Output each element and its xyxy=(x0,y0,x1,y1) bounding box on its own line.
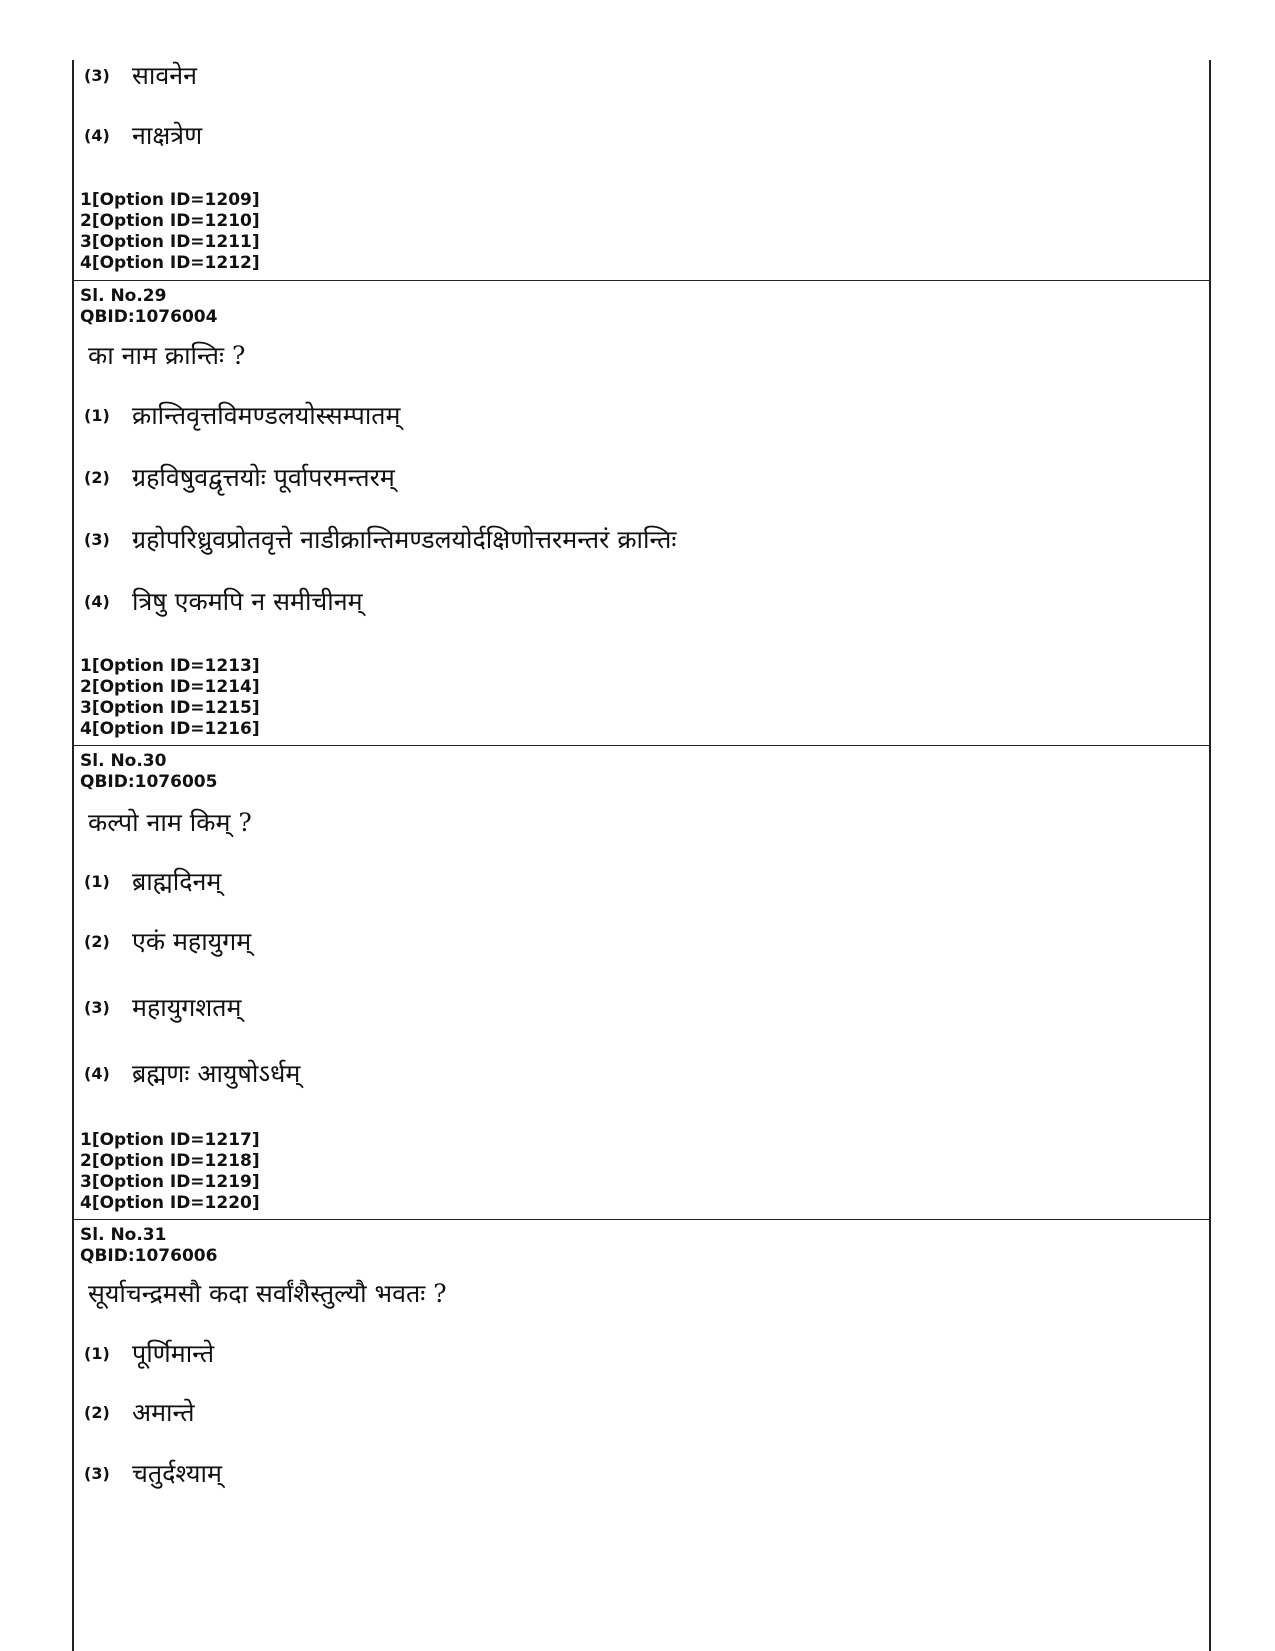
option-number: (2) xyxy=(84,931,110,951)
option-row xyxy=(84,864,221,898)
option-row xyxy=(84,118,202,152)
option-text: एकं महायुगम् xyxy=(132,927,252,956)
option-id: 2[Option ID=1214] xyxy=(80,677,260,697)
option-text: त्रिषु एकमपि न समीचीनम् xyxy=(132,587,363,616)
option-id: 4[Option ID=1220] xyxy=(80,1193,260,1213)
option-number: (3) xyxy=(84,65,110,85)
option-text: पूर्णिमान्ते xyxy=(132,1339,215,1368)
option-text: ग्रहोपरिध्रुवप्रोतवृत्ते नाडीक्रान्तिमण्डलयोर्दक्षिणोत्तरमन्तरं क्रान्तिः xyxy=(132,525,677,554)
option-id-list xyxy=(74,656,260,740)
option-number: (1) xyxy=(84,1343,110,1363)
option-id: 2[Option ID=1218] xyxy=(80,1151,260,1171)
serial-number: Sl. No.31 xyxy=(80,1225,167,1245)
option-id-list xyxy=(74,190,260,274)
option-row xyxy=(84,584,363,618)
serial-number: Sl. No.29 xyxy=(80,286,167,306)
option-number: (4) xyxy=(84,591,110,611)
qbid: QBID:1076004 xyxy=(80,307,218,327)
option-id: 1[Option ID=1213] xyxy=(80,656,260,676)
option-id: 3[Option ID=1215] xyxy=(80,698,260,718)
option-number: (1) xyxy=(84,405,110,425)
option-row xyxy=(84,924,251,958)
option-row xyxy=(84,522,676,556)
qbid: QBID:1076005 xyxy=(80,772,218,792)
option-text: महायुगशतम् xyxy=(132,993,242,1022)
option-row xyxy=(84,58,197,92)
option-id: 2[Option ID=1210] xyxy=(80,211,260,231)
option-text: ग्रहविषुवद्वृत्तयोः पूर्वापरमन्तरम् xyxy=(132,463,395,492)
option-text: क्रान्तिवृत्तविमण्डलयोस्सम्पातम् xyxy=(132,401,401,430)
question-header xyxy=(74,286,217,328)
question-header xyxy=(74,751,217,793)
option-id: 3[Option ID=1219] xyxy=(80,1172,260,1192)
option-text: ब्राह्मदिनम् xyxy=(132,867,222,896)
option-row xyxy=(84,1336,214,1370)
option-row xyxy=(84,1456,222,1490)
option-row xyxy=(84,990,241,1024)
question-text: कल्पो नाम किम् ? xyxy=(88,808,252,837)
option-number: (3) xyxy=(84,529,110,549)
option-row xyxy=(84,1056,300,1090)
serial-number: Sl. No.30 xyxy=(80,751,167,771)
question-divider xyxy=(74,280,1209,281)
question-text: का नाम क्रान्तिः ? xyxy=(88,341,246,370)
option-id: 4[Option ID=1212] xyxy=(80,253,260,273)
option-text: ब्रह्मणः आयुषोऽर्धम् xyxy=(132,1059,301,1088)
question-divider xyxy=(74,1219,1209,1220)
option-id-list xyxy=(74,1130,260,1214)
option-row xyxy=(84,460,395,494)
option-number: (4) xyxy=(84,125,110,145)
option-number: (4) xyxy=(84,1063,110,1083)
option-id: 1[Option ID=1209] xyxy=(80,190,260,210)
option-row xyxy=(84,398,401,432)
qbid: QBID:1076006 xyxy=(80,1246,218,1266)
option-number: (3) xyxy=(84,1463,110,1483)
question-divider xyxy=(74,745,1209,746)
question-text: सूर्याचन्द्रमसौ कदा सर्वांशैस्तुल्यौ भवतः ? xyxy=(88,1279,447,1308)
question-header xyxy=(74,1225,217,1267)
option-number: (2) xyxy=(84,467,110,487)
option-id: 3[Option ID=1211] xyxy=(80,232,260,252)
question-paper-frame xyxy=(72,60,1211,1651)
option-number: (2) xyxy=(84,1402,110,1422)
option-row xyxy=(84,1395,194,1429)
option-text: अमान्ते xyxy=(132,1398,195,1427)
option-id: 1[Option ID=1217] xyxy=(80,1130,260,1150)
option-text: चतुर्दश्याम् xyxy=(132,1459,222,1488)
option-number: (1) xyxy=(84,871,110,891)
option-id: 4[Option ID=1216] xyxy=(80,719,260,739)
option-text: नाक्षत्रेण xyxy=(132,121,203,150)
option-text: सावनेन xyxy=(132,61,198,90)
option-number: (3) xyxy=(84,997,110,1017)
